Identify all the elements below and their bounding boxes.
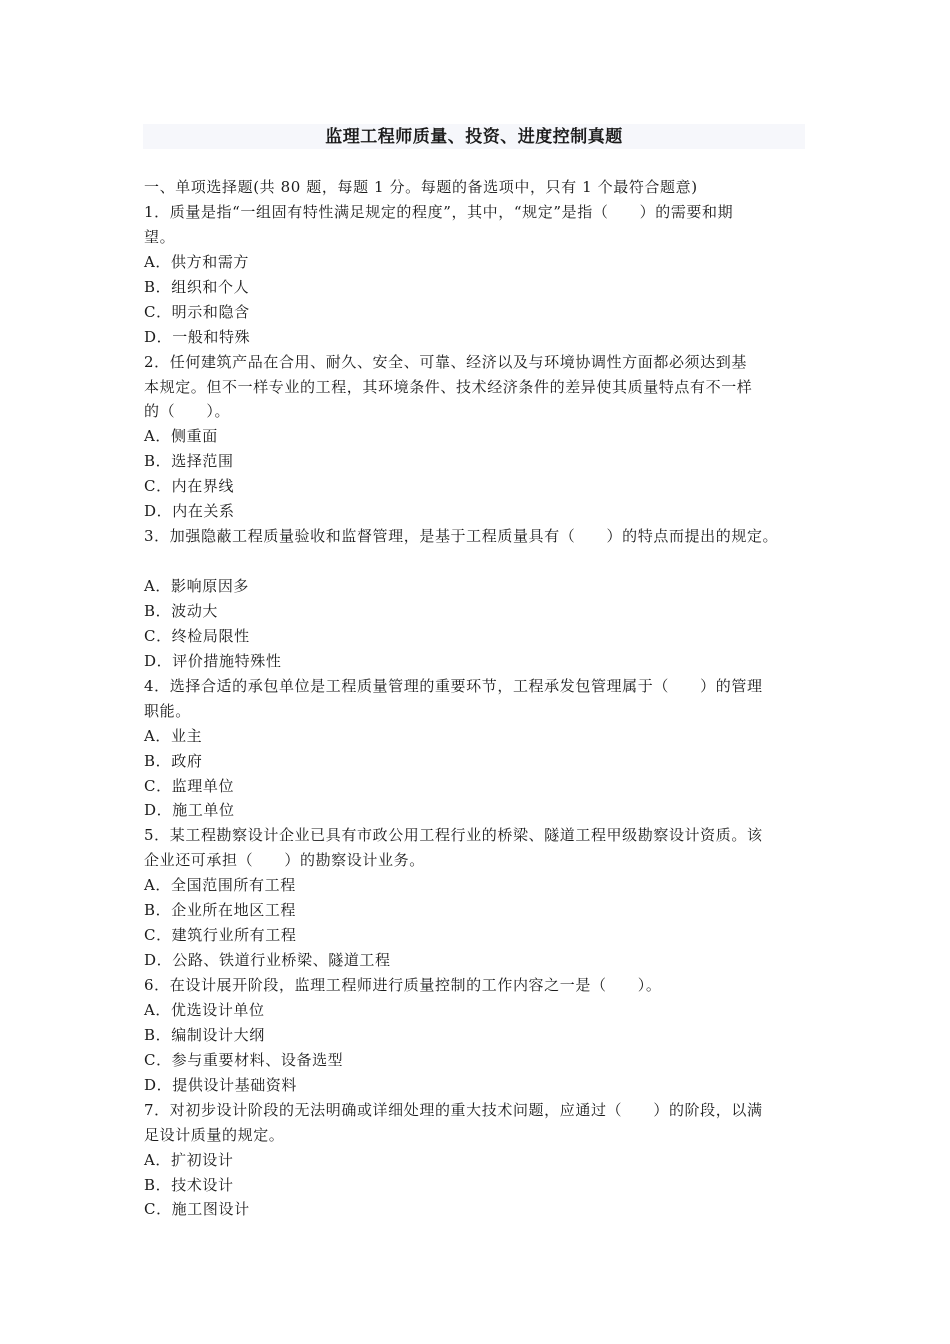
question-6-option-d: D．提供设计基础资料 [144, 1075, 298, 1094]
question-2-option-d: D．内在关系 [144, 502, 235, 521]
question-3-option-b: B．波动大 [144, 601, 219, 620]
question-4-text: 职能。 [144, 701, 191, 720]
document-body [144, 175, 816, 1222]
question-7-option-c: C．施工图设计 [144, 1200, 250, 1219]
question-5-text: 企业还可承担（ ）的勘察设计业务。 [144, 851, 425, 870]
question-4-option-d: D．施工单位 [144, 801, 235, 820]
question-6-option-a: A．优选设计单位 [144, 1000, 265, 1019]
question-7-option-a: A．扩初设计 [144, 1150, 234, 1169]
question-7-text: 7．对初步设计阶段的无法明确或详细处理的重大技术问题，应通过（ ）的阶段，以满 [144, 1100, 763, 1119]
question-5-option-c: C．建筑行业所有工程 [144, 926, 297, 945]
question-5-text: 5．某工程勘察设计企业已具有市政公用工程行业的桥梁、隧道工程甲级勘察设计资质。该 [144, 826, 763, 845]
question-4-option-a: A．业主 [144, 726, 203, 745]
question-1-option-b: B．组织和个人 [144, 277, 250, 296]
question-1-option-c: C．明示和隐含 [144, 302, 250, 321]
question-3-text: 3．加强隐蔽工程质量验收和监督管理，是基于工程质量具有（ ）的特点而提出的规定。 [144, 527, 779, 546]
question-4-option-c: C．监理单位 [144, 776, 235, 795]
question-6-text: 6．在设计展开阶段，监理工程师进行质量控制的工作内容之一是（ ）。 [144, 976, 662, 994]
question-5-option-a: A．全国范围所有工程 [144, 876, 296, 895]
question-2-text: 的（ ）。 [144, 402, 231, 421]
question-5-option-b: B．企业所在地区工程 [144, 901, 297, 920]
question-2-text: 本规定。但不一样专业的工程，其环境条件、技术经济条件的差异使其质量特点有不一样 [144, 377, 753, 396]
question-1-option-a: A．供方和需方 [144, 252, 250, 271]
question-2-text: 2．任何建筑产品在合用、耐久、安全、可靠、经济以及与环境协调性方面都必须达到基 [144, 352, 747, 371]
question-2-option-a: A．侧重面 [144, 427, 218, 446]
question-1-text: 1．质量是指“一组固有特性满足规定的程度”，其中，“规定”是指（ ）的需要和期 [144, 202, 734, 221]
question-6-option-c: C．参与重要材料、设备选型 [144, 1050, 344, 1069]
question-3-option-a: A．影响原因多 [144, 577, 250, 595]
question-4-text: 4．选择合适的承包单位是工程质量管理的重要环节，工程承发包管理属于（ ）的管理 [144, 676, 763, 695]
document-title: 监理工程师质量、投资、进度控制真题 [325, 127, 623, 147]
question-7-text: 足设计质量的规定。 [144, 1125, 285, 1144]
question-1-option-d: D．一般和特殊 [144, 327, 251, 346]
question-2-option-c: C．内在界线 [144, 477, 235, 496]
section-heading: 一、单项选择题(共 80 题，每题 1 分。每题的备选项中，只有 1 个最符合题意) [144, 178, 698, 196]
question-1-text: 望。 [144, 227, 176, 246]
question-7-option-b: B．技术设计 [144, 1175, 234, 1194]
question-2-option-b: B．选择范围 [144, 452, 234, 471]
question-3-option-d: D．评价措施特殊性 [144, 651, 282, 670]
blank-line [144, 549, 816, 574]
question-6-option-b: B．编制设计大纲 [144, 1025, 265, 1044]
question-3-option-c: C．终检局限性 [144, 626, 250, 645]
question-5-option-d: D．公路、铁道行业桥梁、隧道工程 [144, 951, 391, 970]
question-4-option-b: B．政府 [144, 751, 203, 770]
